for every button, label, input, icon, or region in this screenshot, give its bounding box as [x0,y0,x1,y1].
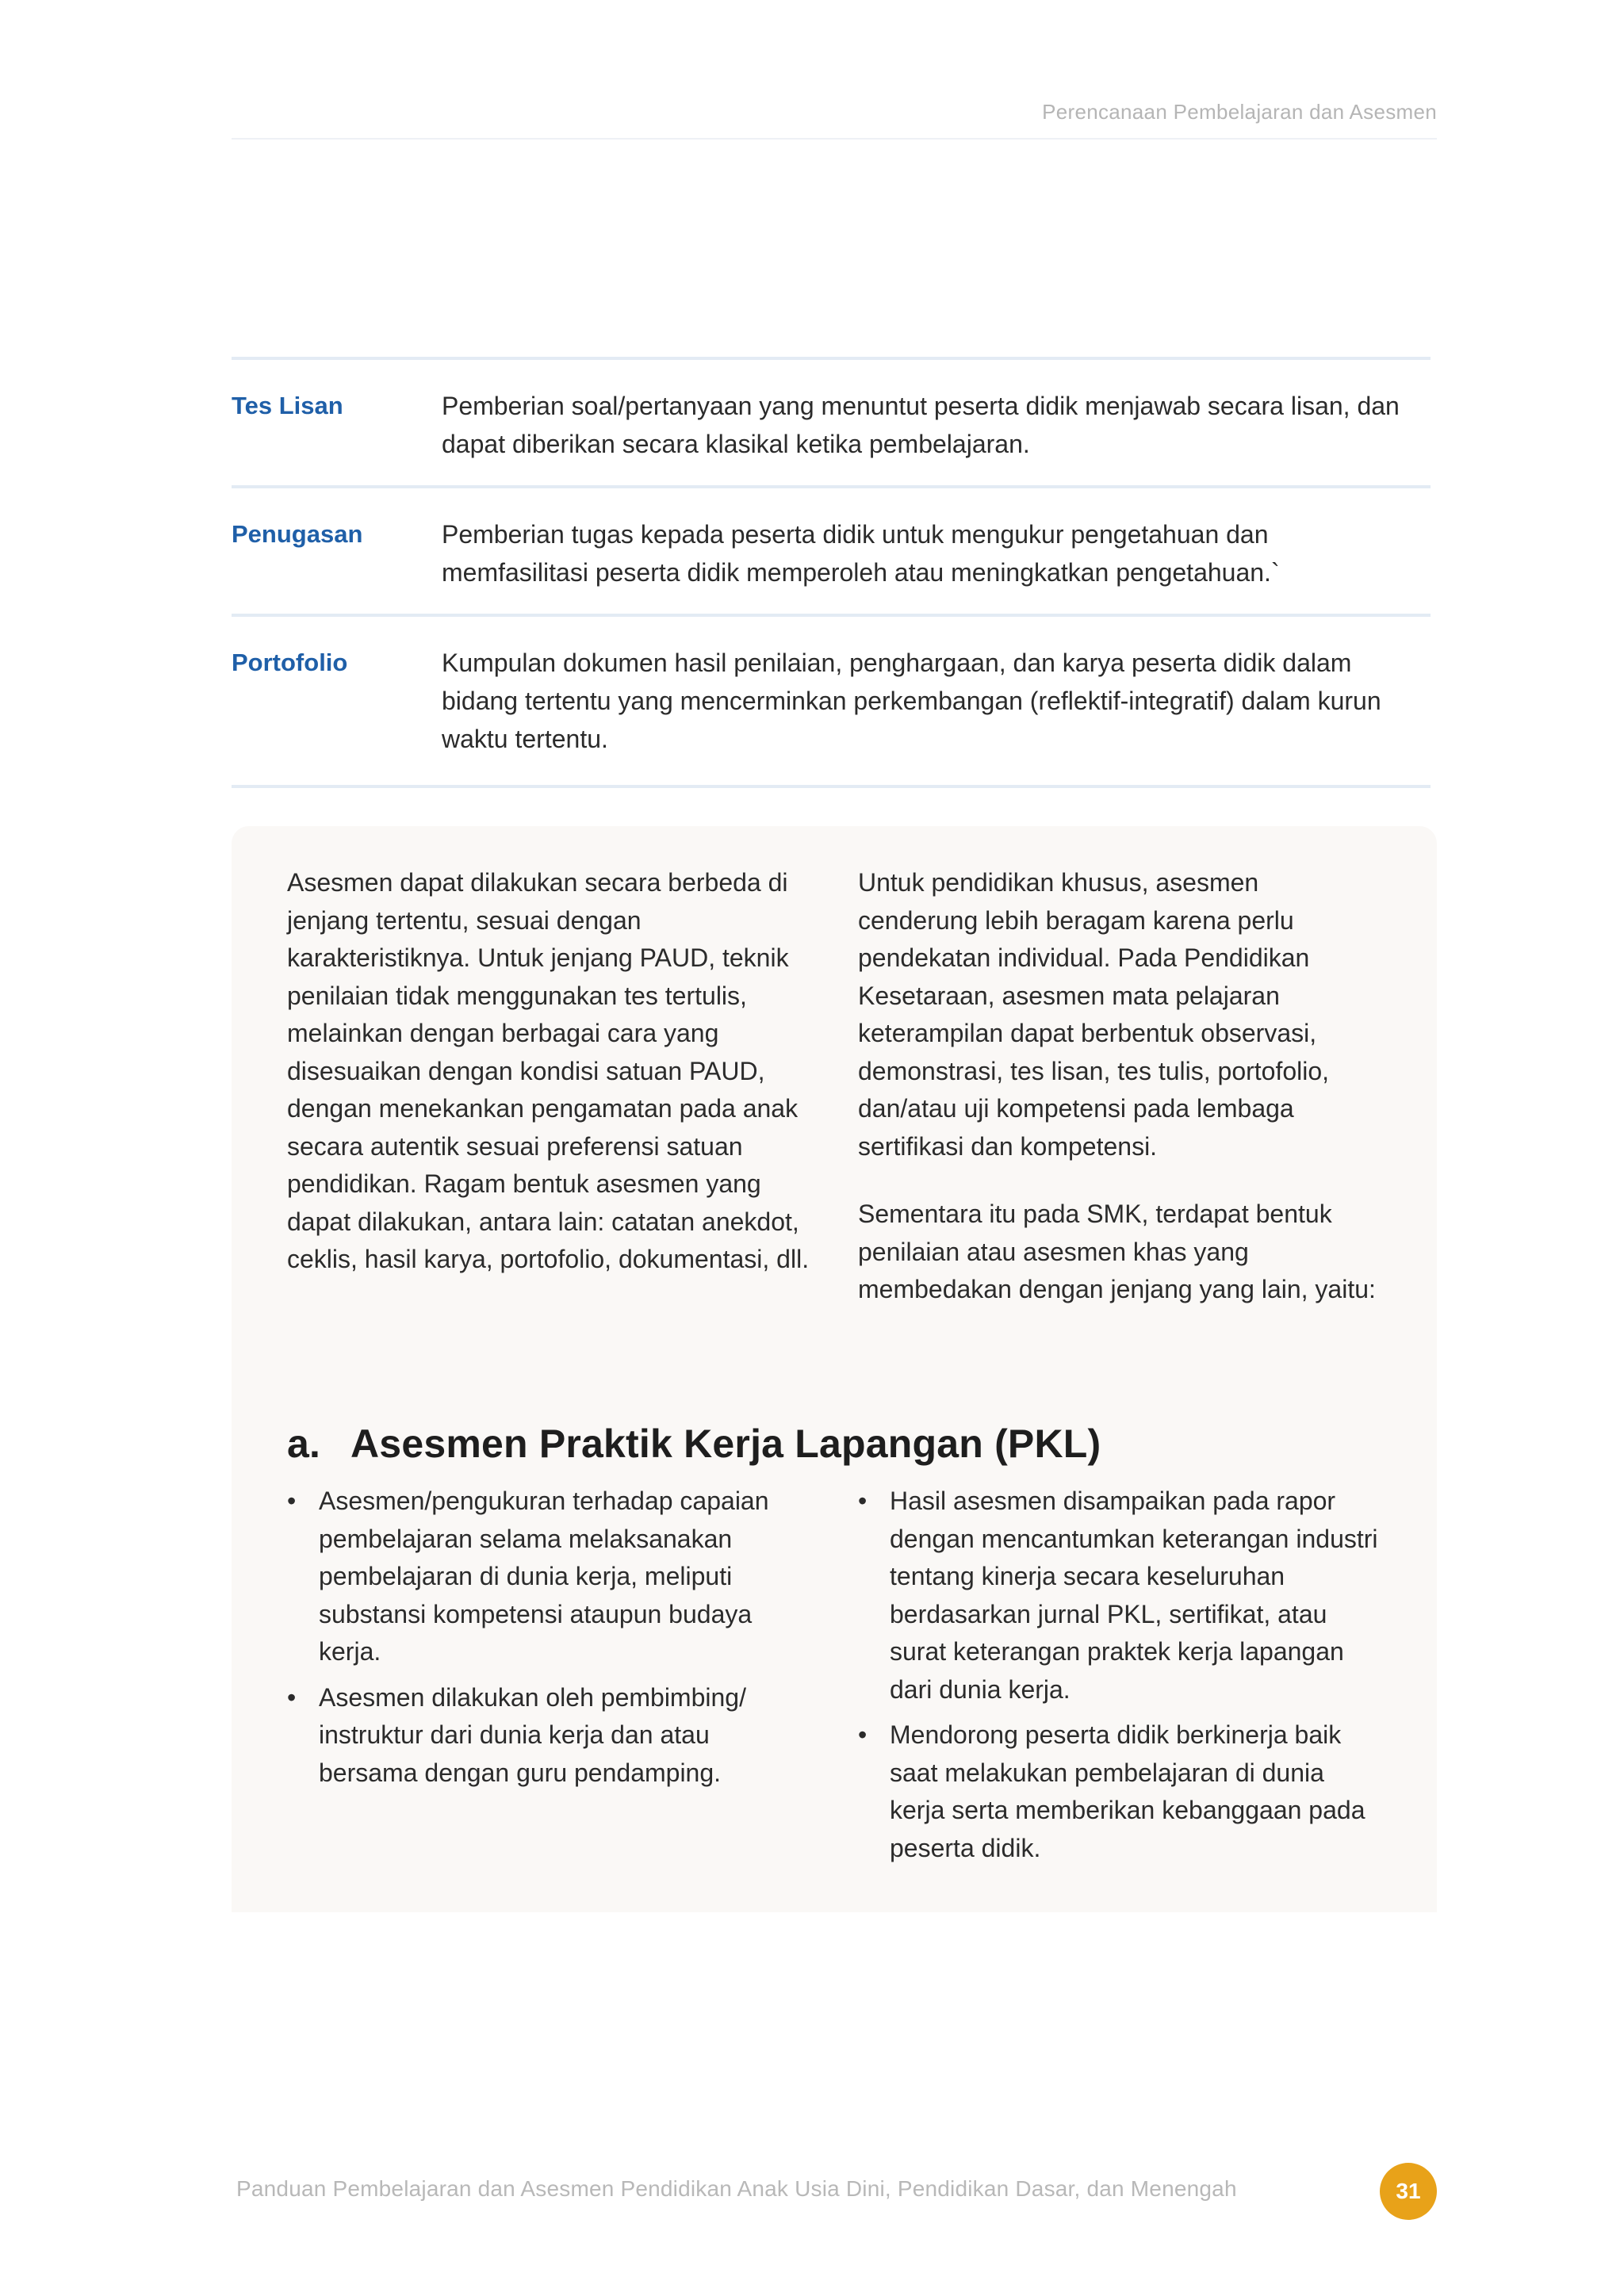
definition-description: Pemberian soal/pertanyaan yang menuntut peserta didik menjawab secara lisan, dan dapat diberikan secara klasikal ketika pembelajaran. [442,392,1400,458]
list-item [287,1679,810,1793]
list-item [858,1716,1381,1867]
definition-row [232,614,1431,788]
footer-book-title: Panduan Pembelajaran dan Asesmen Pendidikan Anak Usia Dini, Pendidikan Dasar, dan Menengah [236,2176,1237,2201]
definition-term: Tes Lisan [232,392,343,419]
definition-term: Penugasan [232,520,363,548]
definition-row [232,485,1431,614]
bullet-icon: • [287,1682,297,1712]
list-item-text: Hasil asesmen disampaikan pada rapor dengan mencantumkan keterangan industri tentang kinerja secara keseluruhan berdasarkan jurnal PKL, sertifikat, atau surat keterangan praktek kerja lapangan dari dunia kerja. [890,1487,1378,1704]
definition-row [232,357,1431,485]
list-item-text: Asesmen dilakukan oleh pembimbing/ instruktur dari dunia kerja dan atau bersama dengan guru pendamping. [319,1682,746,1787]
definition-table [232,357,1431,788]
bullet-icon: • [858,1720,868,1749]
definition-description: Pemberian tugas kepada peserta didik untuk mengukur pengetahuan dan memfasilitasi peserta didik memperoleh atau meningkatkan pengetahuan.` [442,520,1280,587]
running-header-title: Perencanaan Pembelajaran dan Asesmen [1042,100,1437,124]
section-marker: a. [287,1422,321,1466]
section-heading [287,1421,1101,1467]
smk-paragraph: Sementara itu pada SMK, terdapat bentuk penilaian atau asesmen khas yang membedakan dengan jenjang yang lain, yaitu: [858,1200,1376,1303]
section-title: Asesmen Praktik Kerja Lapangan (PKL) [350,1422,1101,1466]
list-item-text: Asesmen/pengukuran terhadap capaian pembelajaran selama melaksanakan pembelajaran di dunia kerja, meliputi substansi kompetensi ataupun budaya kerja. [319,1487,769,1666]
box-right-column [858,864,1381,1339]
definition-term: Portofolio [232,649,348,676]
bullet-icon: • [858,1487,868,1515]
special-education-paragraph: Untuk pendidikan khusus, asesmen cenderung lebih beragam karena perlu pendekatan individual. Pada Pendidikan Kesetaraan, asesmen mata pelajaran keterampilan dapat berbentuk observasi, demonstrasi, tes lisan, tes tulis, portofolio, dan/atau uji kompetensi pada lembaga sertifikasi dan kompetensi. [858,868,1330,1161]
list-item-text: Mendorong peserta didik berkinerja baik saat melakukan pembelajaran di dunia kerja serta memberikan kebanggaan pada peserta didik. [890,1720,1365,1862]
paud-paragraph: Asesmen dapat dilakukan secara berbeda di jenjang tertentu, sesuai dengan karakteristiknya. Untuk jenjang PAUD, teknik penilaian tidak menggunakan tes tertulis, melainkan dengan berbagai cara yang disesuaikan dengan kondisi satuan PAUD, dengan menekankan pengamatan pada anak secara autentik sesuai preferensi satuan pendidikan. Ragam bentuk asesmen yang dapat dilakukan, antara lain: catatan anekdot, ceklis, hasil karya, portofolio, dokumentasi, dll. [287,868,810,1273]
header-divider [232,138,1437,140]
list-item [858,1483,1381,1709]
left-bullet-list [287,1483,810,1800]
definition-description: Kumpulan dokumen hasil penilaian, penghargaan, dan karya peserta didik dalam bidang tertentu yang mencerminkan perkembangan (reflektif-integratif) dalam kurun waktu tertentu. [442,649,1381,753]
list-item [287,1483,810,1671]
right-bullet-list [858,1483,1381,1875]
bullet-icon: • [287,1487,297,1515]
box-left-column [287,864,810,1309]
page-number-badge: 31 [1380,2163,1437,2220]
